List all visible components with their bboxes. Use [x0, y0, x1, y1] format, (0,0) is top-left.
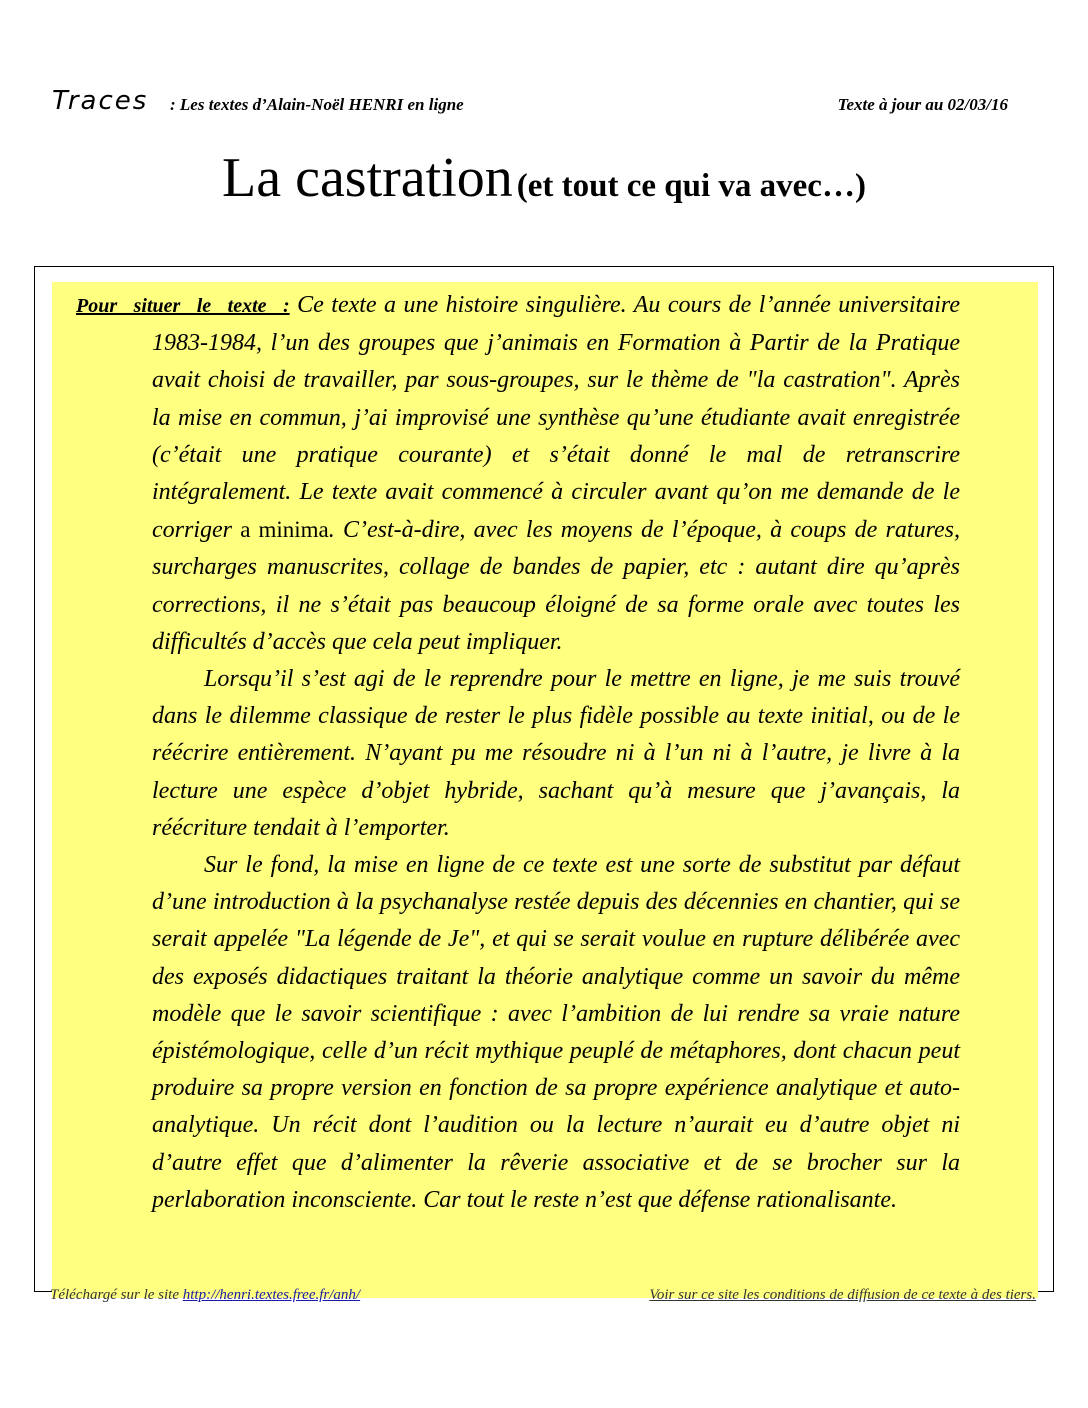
brand-logo: Traces: [52, 86, 149, 116]
title-parenthetical: (et tout ce qui va avec…): [516, 168, 866, 204]
paragraph-1-part-b: . C’est-à-dire, avec les moyens de l’époque, à coups de ratures, surcharges manuscrites, collage de bandes de papier, etc : autant dire qu’après corrections, il ne s’était pas beaucoup éloigné de sa forme orale avec toutes les difficultés d’accès que cela peut impliquer.: [152, 517, 961, 655]
update-date: Texte à jour au 02/03/16: [837, 95, 1008, 114]
header-subtitle: : Les textes d’Alain-Noël HENRI en ligne: [170, 95, 464, 114]
download-note: [50, 1286, 360, 1305]
page-title: [0, 146, 1088, 210]
paragraph-3: Sur le fond, la mise en ligne de ce texte est une sorte de substitut par défaut d’une introduction à la psychanalyse restée depuis des décennies en chantier, qui se serait appelée "La légende de Je", et qui se serait voulue en rupture délibérée avec des exposés didactiques traitant la théorie analytique comme un savoir du même modèle que le savoir scientifique : avec l’ambition de lui rendre sa vraie nature épistémologique, celle d’un récit mythique peuplé de métaphores, dont chacun peut produire sa propre version en fonction de sa propre expérience analytique et auto-analytique. Un récit dont l’audition ou la lecture n’aurait eu d’autre objet ni d’autre effet que d’alimenter la rêverie associative et de se brocher sur la perlaboration inconsciente. Car tout le reste n’est que défense rationalisante.: [152, 852, 960, 1213]
paragraph-1-part-a: Ce texte a une histoire singulière. Au cours de l’année universitaire 1983-1984, l’un des groupes que j’animais en Formation à Partir de la Pratique avait choisi de travailler, par sous-groupes, sur le thème de "la castration". Après la mise en commun, j’ai improvisé une synthèse qu’une étudiante avait enregistrée (c’était une pratique courante) et s’était donné le mal de retranscrire intégralement. Le texte avait commencé à circuler avant qu’on me demande de le corriger: [152, 292, 960, 544]
lead-label: Pour situer le texte :: [76, 295, 290, 317]
title-main: La castration: [222, 147, 513, 209]
paragraph-1: [76, 287, 960, 661]
latin-term: a minima: [240, 517, 329, 543]
page-header: [52, 86, 1012, 118]
intro-text: [76, 287, 960, 1219]
download-prefix: Téléchargé sur le site: [50, 1287, 180, 1303]
site-link[interactable]: http://henri.textes.free.fr/anh/: [182, 1287, 361, 1303]
conditions-note: Voir sur ce site les conditions de diffusion de ce texte à des tiers.: [649, 1287, 1036, 1303]
paragraph-2: Lorsqu’il s’est agi de le reprendre pour le mettre en ligne, je me suis trouvé dans le dilemme classique de rester le plus fidèle possible au texte initial, ou de le réécrire entièrement. N’ayant pu me résoudre ni à l’un ni à l’autre, je livre à la lecture une espèce d’objet hybride, sachant qu’à mesure que j’avançais, la réécriture tendait à l’emporter.: [152, 666, 960, 841]
